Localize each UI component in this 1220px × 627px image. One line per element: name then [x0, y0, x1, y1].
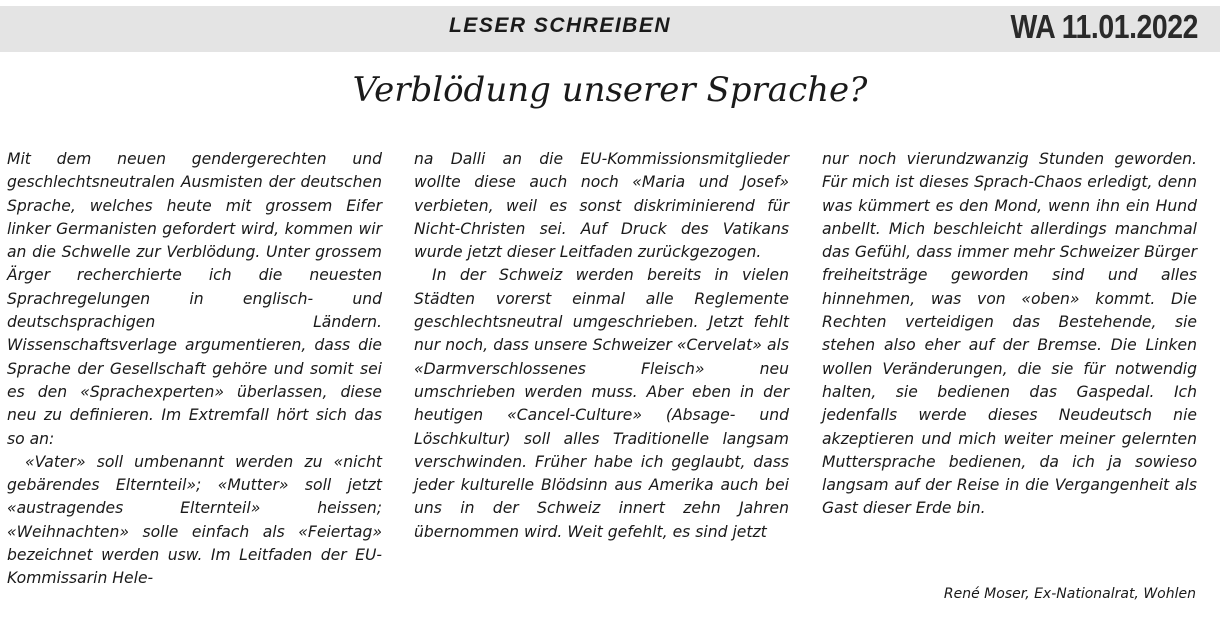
article-column-2	[414, 148, 789, 544]
author-signature: René Moser, Ex-Nationalrat, Wohlen	[943, 586, 1196, 602]
article-paragraph: na Dalli an die EU-Kommissionsmitglieder wollte diese auch noch «Maria und Josef» verbieten, weil es sonst diskriminierend für Nicht-Christen sei. Auf Druck des Vatikans wurde jetzt dieser Leitfaden zurückgezogen.	[414, 150, 789, 262]
article-column-3	[822, 148, 1197, 521]
article-paragraph: «Vater» soll umbenannt werden zu «nicht gebärendes Elternteil»; «Mutter» soll jetzt «austragendes Elternteil» heissen; «Weihnachten» solle einfach als «Feiertag» bezeichnet werden usw. Im Leitfaden der EU-Kommissarin Hele-	[7, 452, 382, 588]
article-headline: Verblödung unserer Sprache?	[352, 70, 868, 110]
section-label: LESER SCHREIBEN	[448, 14, 672, 37]
article-paragraph: nur noch vierundzwanzig Stunden geworden. Für mich ist dieses Sprach-Chaos erledigt, denn was kümmert es den Mond, wenn ihn ein Hund anbellt. Mich beschleicht allerdings manchmal das Gefühl, dass immer mehr Schweizer Bürger freiheitsträge geworden sind und alles hinnehmen, was von «oben» kommt. Die Rechten verteidigen das Bestehende, sie stehen also eher auf der Bremse. Die Linken wollen Veränderungen, die sie für notwendig halten, sie bedienen das Gaspedal. Ich jedenfalls werde dieses Neudeutsch nie akzeptieren und mich weiter meiner gelernten Muttersprache bedienen, da ich ja sowieso langsam auf der Reise in die Vergangenheit als Gast dieser Erde bin.	[822, 150, 1197, 518]
article-paragraph: In der Schweiz werden bereits in vielen Städten vorerst einmal alle Reglemente geschlechtsneutral umgeschrieben. Jetzt fehlt nur noch, dass unsere Schweizer «Cervelat» als «Darmverschlossenes Fleisch» neu umschrieben werden muss. Aber eben in der heutigen «Cancel-Culture» (Absage- und Löschkultur) soll alles Traditionelle langsam verschwinden. Früher habe ich geglaubt, dass jeder kulturelle Blödsinn aus Amerika auch bei uns in der Schweiz innert zehn Jahren übernommen wird. Weit gefehlt, es sind jetzt	[414, 266, 789, 541]
article-column-1	[7, 148, 382, 591]
article-paragraph: Mit dem neuen gendergerechten und geschlechtsneutralen Ausmisten der deutschen Sprache, welches heute mit grossem Eifer linker Germanisten gefordert wird, kommen wir an die Schwelle zur Verblödung. Unter grossem Ärger recherchierte ich die neuesten Sprachregelungen in englisch- und deutschsprachigen Ländern. Wissenschaftsverlage argumentieren, dass die Sprache der Gesellschaft gehöre und somit sei es den «Sprachexperten» überlassen, diese neu zu definieren. Im Extremfall hört sich das so an:	[7, 150, 382, 448]
issue-date-stamp: WA 11.01.2022	[1010, 8, 1198, 45]
